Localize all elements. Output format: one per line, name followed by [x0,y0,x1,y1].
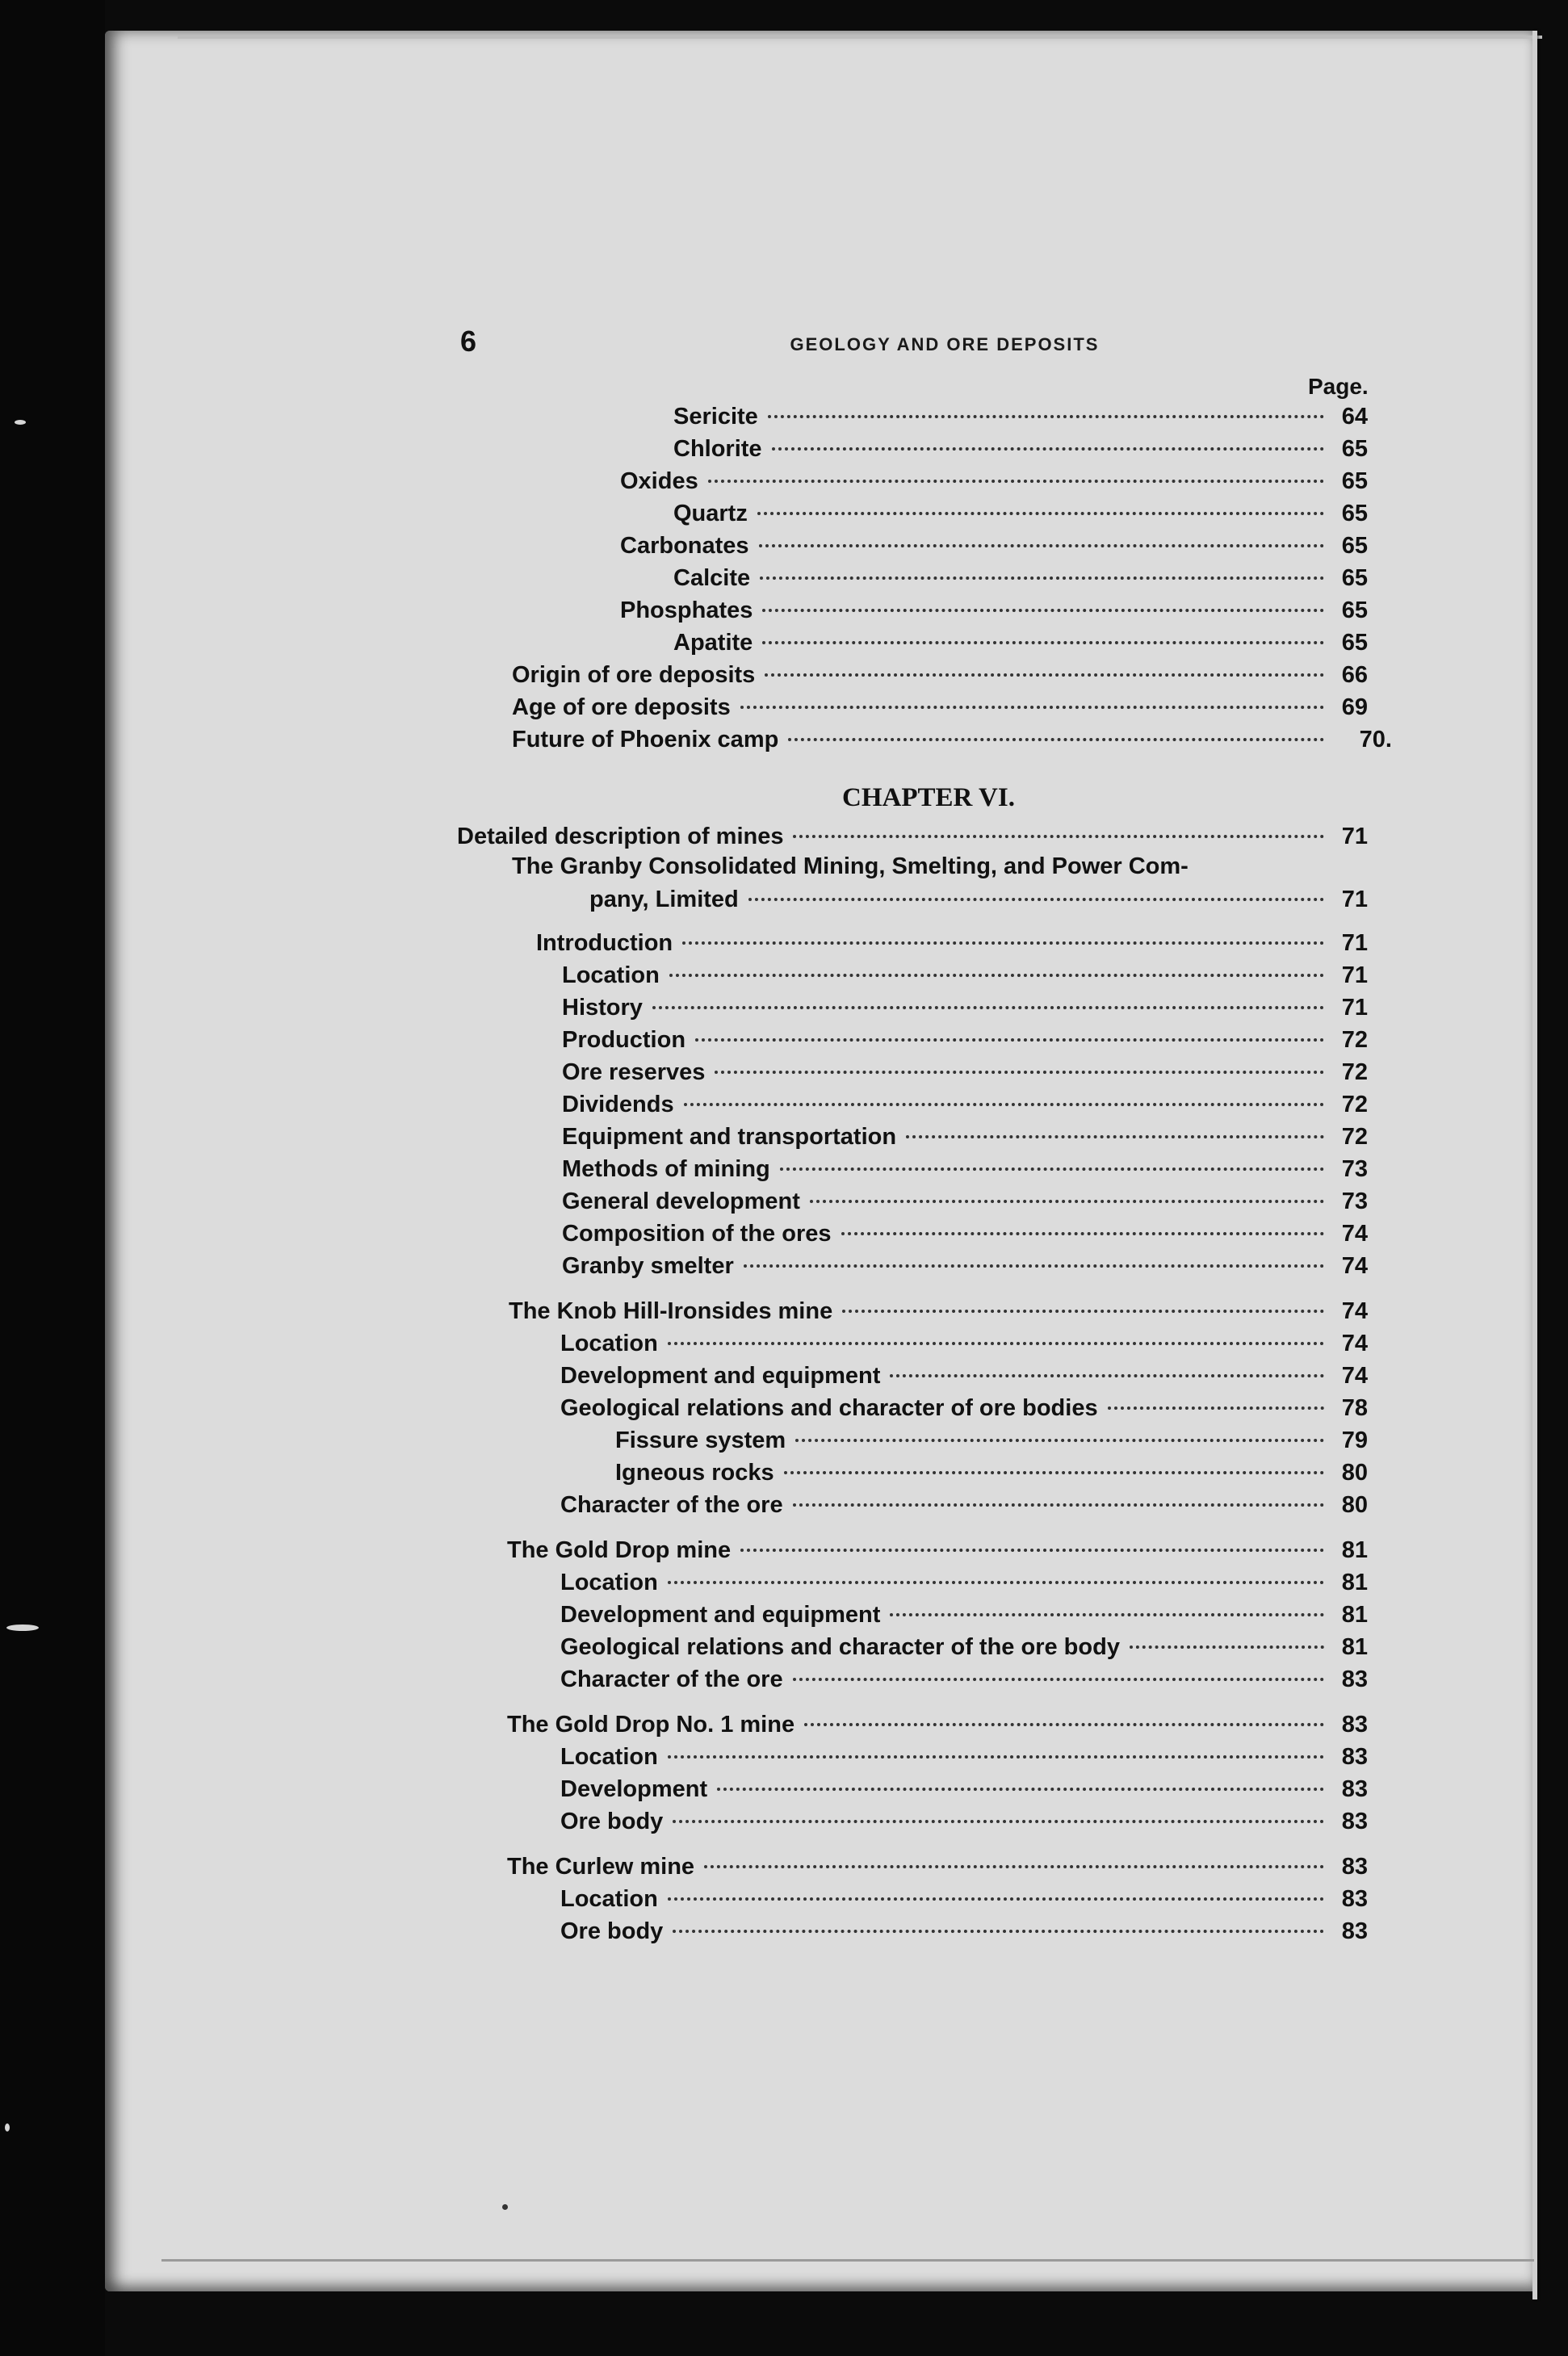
toc-entry [620,468,1368,499]
toc-entry-label: The Knob Hill-Ironsides mine [509,1298,833,1324]
dot-leader [684,1103,1324,1106]
toc-entry [560,1492,1368,1523]
toc-entry-label: Phosphates [620,597,753,623]
toc-entry [560,1602,1368,1633]
toc-entry [560,1744,1368,1775]
toc-entry [562,962,1368,993]
toc-entry [562,1092,1368,1122]
toc-entry-label: Introduction [536,930,673,956]
toc-entry-page: 65 [1341,468,1368,494]
dot-leader [793,835,1324,838]
scan-left-margin [0,0,105,2356]
dot-leader [890,1374,1324,1377]
toc-entry-label: Future of Phoenix camp [512,727,779,752]
running-head: GEOLOGY AND ORE DEPOSITS [790,334,1100,354]
toc-entry-page: 73 [1341,1188,1368,1214]
scan-speck [15,420,26,425]
toc-entry-label: Equipment and transportation [562,1124,897,1150]
toc-entry-page: 74 [1341,1331,1368,1356]
toc-entry-label: The Granby Consolidated Mining, Smelting, and Power Com- [512,853,1189,879]
toc-entry-page: 72 [1341,1124,1368,1150]
toc-entry [673,565,1368,596]
dot-leader [784,1471,1324,1474]
page-bottom-rule [161,2259,1534,2262]
dot-leader [669,974,1324,977]
dot-leader [708,480,1324,483]
toc-entry [536,930,1368,961]
toc-entry-page: 83 [1341,1712,1368,1738]
toc-entry [673,404,1368,434]
toc-entry-label: Chlorite [673,436,762,462]
dot-leader [841,1232,1325,1235]
toc-entry-page: 78 [1341,1395,1368,1421]
dot-leader [793,1503,1324,1507]
toc-entry [673,630,1368,660]
toc-entry-label: Location [560,1744,658,1770]
toc-entry-page: 81 [1341,1634,1368,1660]
dot-leader [810,1200,1324,1203]
toc-entry-label: Development and equipment [560,1363,881,1389]
toc-entry [562,1253,1368,1284]
dot-leader [842,1310,1324,1313]
toc-entry-page: 83 [1341,1776,1368,1802]
toc-entry-label: Geological relations and character of the ore body [560,1634,1120,1660]
toc-entry [509,1298,1368,1329]
dot-leader [906,1135,1324,1138]
toc-entry [512,694,1368,725]
dot-leader [715,1071,1324,1074]
toc-entry-label: The Gold Drop No. 1 mine [507,1712,795,1738]
dot-leader [673,1930,1324,1933]
toc-entry-label: General development [562,1188,800,1214]
toc-entry-label: Location [562,962,660,988]
toc-entry-page: 79 [1341,1427,1368,1453]
toc-entry [562,1027,1368,1058]
toc-entry [620,597,1368,628]
toc-entry [560,1918,1368,1949]
dot-leader [717,1788,1324,1791]
dot-leader [668,1897,1324,1901]
toc-entry [560,1634,1368,1665]
toc-entry [560,1395,1368,1426]
toc-entry [507,1712,1368,1742]
toc-entry-label: Oxides [620,468,698,494]
dot-leader [768,415,1324,418]
toc-entry-label: Location [560,1886,658,1912]
page-top-edge [178,36,1542,39]
toc-entry-label: Development [560,1776,708,1802]
toc-entry-page: 72 [1341,1059,1368,1085]
toc-entry-label: The Gold Drop mine [507,1537,732,1563]
dot-leader [668,1581,1324,1584]
toc-entry-label: Sericite [673,404,758,430]
dot-leader [759,544,1324,547]
toc-entry-page: 81 [1341,1570,1368,1595]
scan-speck [5,2123,10,2132]
toc-entry [562,1221,1368,1251]
toc-entry [673,501,1368,531]
dot-leader [668,1755,1324,1759]
toc-entry [560,1363,1368,1394]
dot-leader [760,576,1324,580]
toc-entry [507,1854,1368,1884]
toc-entry-page: 72 [1341,1092,1368,1117]
toc-entry-label: Granby smelter [562,1253,734,1279]
dot-leader [765,673,1324,677]
toc-entry-label: Character of the ore [560,1492,783,1518]
page-column-label: Page. [1308,374,1369,399]
dot-leader [757,512,1324,515]
page-right-edge [1532,31,1537,2299]
toc-entry [560,1776,1368,1807]
toc-entry-label: Ore reserves [562,1059,706,1085]
toc-entry [673,436,1368,467]
toc-entry [589,887,1368,917]
toc-entry-label: Character of the ore [560,1666,783,1692]
toc-entry [560,1886,1368,1917]
dot-leader [673,1820,1324,1823]
toc-entry-label: Apatite [673,630,753,656]
toc-entry [560,1331,1368,1361]
toc-entry [560,1666,1368,1697]
toc-entry-page: 73 [1341,1156,1368,1182]
dot-leader [748,898,1324,901]
dot-leader [793,1678,1324,1681]
scan-speck [6,1624,39,1631]
dot-leader [668,1342,1324,1345]
toc-entry-label: Origin of ore deposits [512,662,756,688]
toc-entry-label: Fissure system [615,1427,786,1453]
ink-speck [502,2204,508,2210]
toc-entry [560,1570,1368,1600]
toc-entry-page: 74 [1341,1298,1368,1324]
toc-entry-page: 81 [1341,1602,1368,1628]
toc-entry [512,727,1392,757]
toc-entry-label: Development and equipment [560,1602,881,1628]
toc-entry-page: 64 [1341,404,1368,430]
toc-entry [562,1059,1368,1090]
toc-entry [562,1156,1368,1187]
toc-entry-label: History [562,995,643,1021]
page-number: 6 [460,325,477,358]
dot-leader [740,706,1324,709]
toc-entry-page: 66 [1341,662,1368,688]
toc-entry [512,662,1368,693]
toc-entry-label: Quartz [673,501,748,526]
toc-entry-label: Methods of mining [562,1156,770,1182]
toc-entry-label: Calcite [673,565,751,591]
toc-entry [562,1124,1368,1155]
toc-entry-label: pany, Limited [589,887,739,912]
toc-entry-page: 69 [1341,694,1368,720]
toc-entry-label: Ore body [560,1918,664,1944]
toc-entry-page: 65 [1341,533,1368,559]
dot-leader [744,1264,1324,1268]
toc-entry [615,1460,1368,1490]
dot-leader [762,641,1324,644]
toc-entry [507,1537,1368,1568]
toc-entry-label: Ore body [560,1809,664,1834]
toc-entry-label: Location [560,1331,658,1356]
toc-entry-label: Igneous rocks [615,1460,774,1486]
toc-entry-page: 80 [1341,1460,1368,1486]
dot-leader [804,1723,1324,1726]
toc-entry-label: Production [562,1027,686,1053]
dot-leader [890,1613,1324,1616]
toc-entry-page: 65 [1341,597,1368,623]
toc-entry-page: 83 [1341,1854,1368,1880]
toc-entry-page: 65 [1341,501,1368,526]
dot-leader [772,447,1324,451]
toc-entry [615,1427,1368,1458]
toc-entry-page: 83 [1341,1666,1368,1692]
toc-entry-page: 65 [1341,436,1368,462]
toc-entry-label: Carbonates [620,533,749,559]
toc-entry-label: Composition of the ores [562,1221,832,1247]
dot-leader [682,941,1324,945]
dot-leader [1130,1645,1324,1649]
toc-entry-page: 71 [1341,824,1368,849]
toc-entry-label: Detailed description of mines [457,824,784,849]
toc-entry-page: 83 [1341,1744,1368,1770]
dot-leader [762,609,1324,612]
toc-entry-page: 71 [1341,887,1368,912]
toc-entry-page: 83 [1341,1918,1368,1944]
toc-entry [560,1809,1368,1839]
toc-entry-page: 65 [1341,630,1368,656]
toc-entry-page: 74 [1341,1253,1368,1279]
toc-entry [620,533,1368,564]
toc-entry-page: 80 [1341,1492,1368,1518]
toc-entry-label: The Curlew mine [507,1854,695,1880]
dot-leader [788,738,1324,741]
toc-entry-label: Age of ore deposits [512,694,731,720]
dot-leader [704,1865,1324,1868]
toc-entry-page: 71 [1341,995,1368,1021]
dot-leader [740,1549,1324,1552]
toc-entry-label: Location [560,1570,658,1595]
toc-entry [457,824,1368,854]
toc-entry-page: 83 [1341,1886,1368,1912]
toc-entry-page: 74 [1341,1221,1368,1247]
toc-entry-page: 74 [1341,1363,1368,1389]
toc-entry [562,1188,1368,1219]
dot-leader [1108,1406,1324,1410]
toc-entry-page: 70. [1359,727,1392,752]
dot-leader [795,1439,1324,1442]
dot-leader [652,1006,1324,1009]
toc-entry-page: 72 [1341,1027,1368,1053]
toc-entry [562,995,1368,1025]
toc-entry-page: 65 [1341,565,1368,591]
toc-entry-page: 83 [1341,1809,1368,1834]
toc-entry-page: 71 [1341,930,1368,956]
toc-entry-page: 81 [1341,1537,1368,1563]
toc-entry-label: Dividends [562,1092,674,1117]
toc-entry-page: 71 [1341,962,1368,988]
toc-entry-label: Geological relations and character of ore bodies [560,1395,1098,1421]
chapter-heading: CHAPTER VI. [842,783,1015,812]
dot-leader [780,1168,1324,1171]
dot-leader [695,1038,1324,1042]
